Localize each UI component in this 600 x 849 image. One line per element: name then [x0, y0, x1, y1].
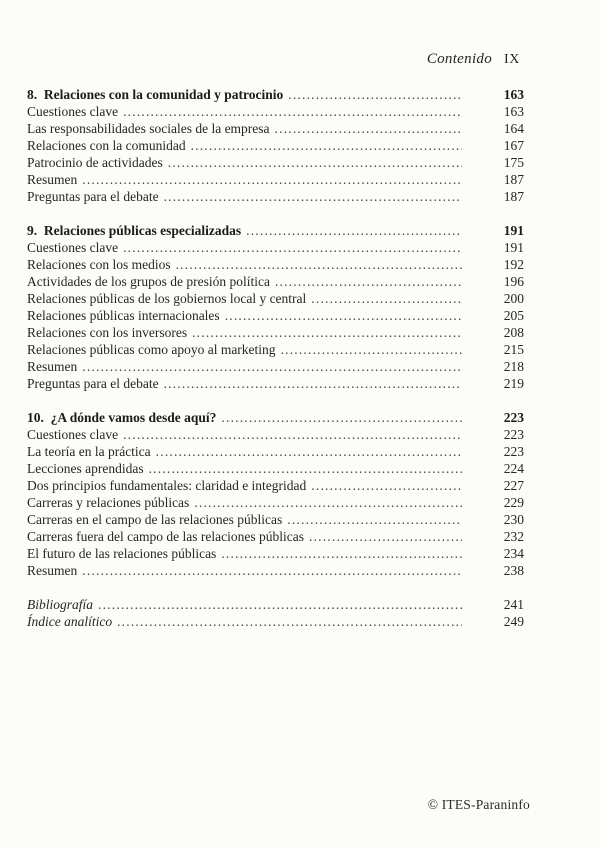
toc-row — [27, 528, 524, 545]
toc-row — [27, 273, 524, 290]
toc-row — [27, 596, 524, 613]
toc-page-number: 205 — [503, 308, 524, 323]
toc-row — [27, 137, 524, 154]
toc-leader-dots — [168, 154, 462, 171]
toc-entry-label: Resumen — [27, 172, 78, 187]
toc-leader-dots — [221, 409, 462, 426]
toc-page-number: 232 — [503, 529, 524, 544]
toc-row — [27, 443, 524, 460]
toc-chapter-section — [27, 86, 524, 205]
toc-page-number: 224 — [503, 461, 524, 476]
toc-row — [27, 562, 524, 579]
toc-row — [27, 494, 524, 511]
toc-leader-dots — [287, 511, 462, 528]
toc-page-number: 191 — [503, 223, 524, 238]
toc-leader-dots — [194, 494, 462, 511]
toc-leader-dots — [156, 443, 462, 460]
toc-row — [27, 188, 524, 205]
toc-page-number: 249 — [503, 614, 524, 629]
toc-page-number: 187 — [503, 189, 524, 204]
toc-entry-label: Relaciones públicas de los gobiernos local y central — [27, 291, 307, 306]
toc-leader-dots — [149, 460, 462, 477]
toc-row — [27, 511, 524, 528]
toc-chapter-section — [27, 222, 524, 392]
toc-leader-dots — [82, 171, 462, 188]
toc-leader-dots — [288, 86, 462, 103]
toc-entry-label: 10. ¿A dónde vamos desde aquí? — [27, 410, 217, 425]
toc-leader-dots — [275, 120, 462, 137]
toc-page-number: 219 — [503, 376, 524, 391]
toc-page-number: 163 — [503, 104, 524, 119]
toc-entry-label: El futuro de las relaciones públicas — [27, 546, 217, 561]
toc-page-number: 215 — [503, 342, 524, 357]
toc-page-number: 167 — [503, 138, 524, 153]
toc-entry-label: Resumen — [27, 359, 78, 374]
toc-page-number: 230 — [503, 512, 524, 527]
toc-row — [27, 103, 524, 120]
toc-leader-dots — [309, 528, 462, 545]
toc-leader-dots — [275, 273, 462, 290]
toc-row — [27, 307, 524, 324]
toc-page-number: 192 — [503, 257, 524, 272]
toc-leader-dots — [246, 222, 462, 239]
toc-row — [27, 171, 524, 188]
toc-leader-dots — [98, 596, 462, 613]
toc-leader-dots — [311, 290, 462, 307]
toc-row — [27, 341, 524, 358]
running-header — [427, 51, 520, 68]
toc-entry-label: Relaciones con los medios — [27, 257, 171, 272]
toc-row — [27, 239, 524, 256]
toc-entry-label: Carreras fuera del campo de las relaciones públicas — [27, 529, 304, 544]
copyright-notice: © ITES-Paraninfo — [427, 797, 530, 812]
toc-entry-label: Carreras y relaciones públicas — [27, 495, 190, 510]
toc-page-number: 238 — [503, 563, 524, 578]
toc-page-number: 175 — [503, 155, 524, 170]
toc-row — [27, 222, 524, 239]
toc-row — [27, 545, 524, 562]
toc-entry-label: 9. Relaciones públicas especializadas — [27, 223, 242, 238]
toc-entry-label: Carreras en el campo de las relaciones públicas — [27, 512, 283, 527]
toc-page-number: 241 — [503, 597, 524, 612]
toc-entry-label: Cuestiones clave — [27, 104, 119, 119]
toc-row — [27, 256, 524, 273]
toc-entry-label: 8. Relaciones con la comunidad y patrocinio — [27, 87, 284, 102]
toc-entry-label: Las responsabilidades sociales de la empresa — [27, 121, 270, 136]
toc-leader-dots — [176, 256, 462, 273]
toc-page-number: 208 — [503, 325, 524, 340]
toc-page-number: 200 — [503, 291, 524, 306]
toc-page-number: 223 — [503, 444, 524, 459]
toc-leader-dots — [123, 239, 462, 256]
toc-row — [27, 613, 524, 630]
toc-row — [27, 324, 524, 341]
toc-page-number: 229 — [503, 495, 524, 510]
toc-row — [27, 358, 524, 375]
toc-entry-label: Cuestiones clave — [27, 240, 119, 255]
page-number-roman: IX — [504, 52, 520, 67]
toc-leader-dots — [82, 358, 462, 375]
toc-entry-label: Relaciones con la comunidad — [27, 138, 186, 153]
toc-row — [27, 290, 524, 307]
toc-page-number: 223 — [503, 427, 524, 442]
toc-leader-dots — [221, 545, 462, 562]
toc-page-number: 187 — [503, 172, 524, 187]
toc-entry-label: Cuestiones clave — [27, 427, 119, 442]
toc-page-number: 196 — [503, 274, 524, 289]
toc-chapter-section — [27, 409, 524, 579]
toc-page-number: 163 — [503, 87, 524, 102]
toc-row — [27, 426, 524, 443]
toc-leader-dots — [164, 188, 462, 205]
toc-entry-label: Relaciones con los inversores — [27, 325, 188, 340]
toc-row — [27, 154, 524, 171]
toc-leader-dots — [123, 103, 462, 120]
toc-row — [27, 409, 524, 426]
toc-row — [27, 120, 524, 137]
toc-entry-label: Relaciones públicas internacionales — [27, 308, 220, 323]
toc-page-number: 218 — [503, 359, 524, 374]
toc-page-number: 227 — [503, 478, 524, 493]
toc-page-number: 223 — [503, 410, 524, 425]
toc-entry-label: Relaciones públicas como apoyo al marketing — [27, 342, 276, 357]
toc-back-matter-section — [27, 596, 524, 630]
toc-leader-dots — [192, 324, 462, 341]
toc-row — [27, 375, 524, 392]
toc-entry-label: Dos principios fundamentales: claridad e integridad — [27, 478, 307, 493]
toc-entry-label: Lecciones aprendidas — [27, 461, 144, 476]
toc-leader-dots — [164, 375, 462, 392]
toc-leader-dots — [191, 137, 462, 154]
toc-entry-label: Actividades de los grupos de presión política — [27, 274, 270, 289]
toc-row — [27, 86, 524, 103]
toc-leader-dots — [281, 341, 462, 358]
toc-page-number: 234 — [503, 546, 524, 561]
table-of-contents — [27, 86, 524, 630]
toc-page-number: 191 — [503, 240, 524, 255]
toc-leader-dots — [123, 426, 462, 443]
toc-entry-label: Preguntas para el debate — [27, 189, 159, 204]
toc-entry-label: La teoría en la práctica — [27, 444, 151, 459]
toc-leader-dots — [225, 307, 462, 324]
running-header-title: Contenido — [426, 51, 493, 67]
toc-leader-dots — [311, 477, 462, 494]
toc-leader-dots — [117, 613, 462, 630]
toc-entry-label: Preguntas para el debate — [27, 376, 159, 391]
toc-leader-dots — [82, 562, 462, 579]
toc-entry-label: Patrocinio de actividades — [27, 155, 163, 170]
toc-entry-label: Índice analítico — [27, 614, 113, 629]
toc-page-number: 164 — [503, 121, 524, 136]
toc-entry-label: Resumen — [27, 563, 78, 578]
toc-row — [27, 477, 524, 494]
toc-row — [27, 460, 524, 477]
toc-entry-label: Bibliografía — [27, 597, 94, 612]
